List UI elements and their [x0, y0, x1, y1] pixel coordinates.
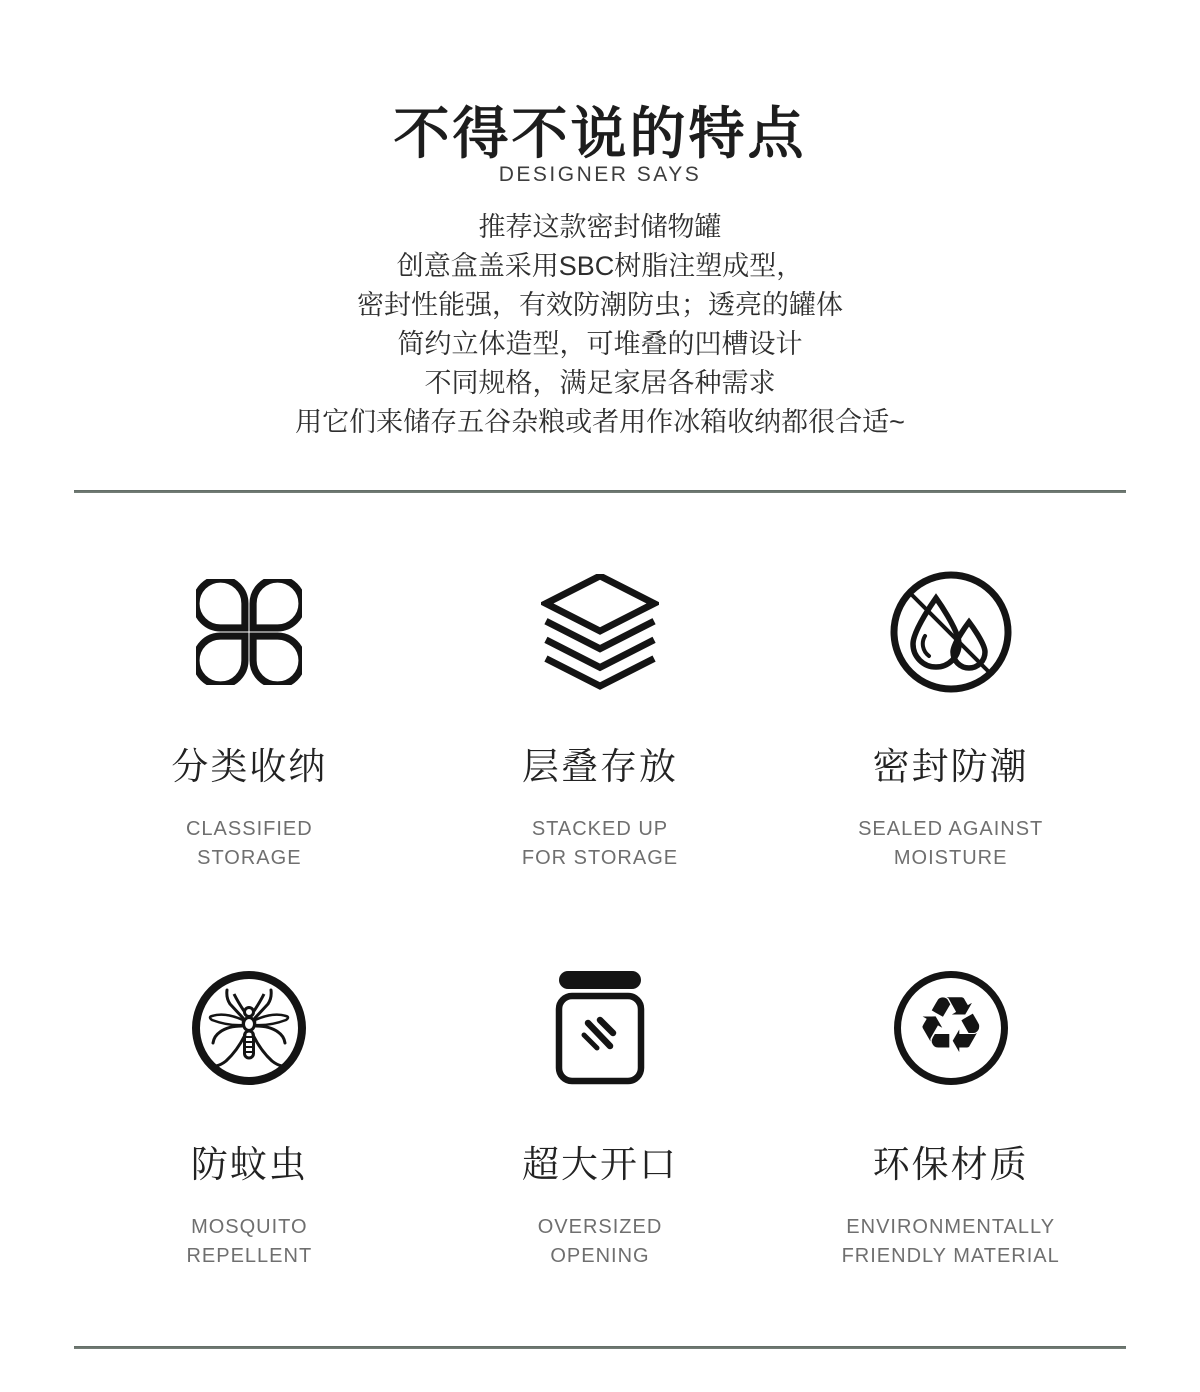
intro-line: 推荐这款密封储物罐 — [478, 212, 722, 242]
intro-line: 简约立体造型，可堆叠的凹槽设计 — [397, 329, 803, 359]
intro-line: 不同规格，满足家居各种需求 — [424, 368, 776, 398]
feature-caption-en: STACKED UP FOR STORAGE — [521, 817, 679, 869]
feature-caption-en: OVERSIZED OPENING — [537, 1215, 663, 1267]
recycle-glyph: ♻ — [915, 981, 986, 1071]
jar-icon — [553, 948, 647, 1108]
feature-stacked-storage — [425, 558, 776, 873]
feature-caption-en: ENVIRONMENTALLY FRIENDLY MATERIAL — [841, 1215, 1060, 1267]
intro-line: 密封性能强，有效防潮防虫；透亮的罐体 — [357, 290, 843, 320]
feature-sealed-moisture — [775, 558, 1126, 873]
recycle-icon — [894, 948, 1008, 1108]
clover-icon — [196, 558, 302, 706]
feature-caption-en: SEALED AGAINST MOISTURE — [858, 817, 1044, 869]
feature-title-zh: 超大开口 — [522, 1144, 678, 1185]
divider — [74, 1346, 1126, 1349]
feature-title-zh: 防蚊虫 — [190, 1144, 308, 1185]
intro-paragraph — [0, 208, 1200, 442]
feature-oversized-opening — [425, 948, 776, 1271]
mosquito-icon — [190, 948, 308, 1108]
no-moisture-icon — [889, 558, 1013, 706]
feature-row — [74, 948, 1126, 1271]
feature-title-zh: 密封防潮 — [872, 746, 1029, 787]
divider — [74, 490, 1126, 493]
intro-line: 用它们来储存五谷杂粮或者用作冰箱收纳都很合适~ — [295, 407, 905, 437]
feature-title-zh: 分类收纳 — [171, 746, 328, 787]
feature-classified-storage — [74, 558, 425, 873]
feature-caption-en: CLASSIFIED STORAGE — [185, 817, 313, 869]
intro-line: 创意盒盖采用SBC树脂注塑成型， — [396, 251, 804, 281]
feature-mosquito-repellent — [74, 948, 425, 1271]
page-subtitle: DESIGNER SAYS — [498, 163, 702, 186]
feature-title-zh: 层叠存放 — [522, 746, 678, 787]
feature-row — [74, 558, 1126, 873]
feature-caption-en: MOSQUITO REPELLENT — [186, 1215, 313, 1267]
page-title: 不得不说的特点 — [393, 101, 807, 165]
feature-eco-material — [775, 948, 1126, 1271]
feature-title-zh: 环保材质 — [872, 1144, 1029, 1185]
layers-icon — [541, 558, 659, 706]
